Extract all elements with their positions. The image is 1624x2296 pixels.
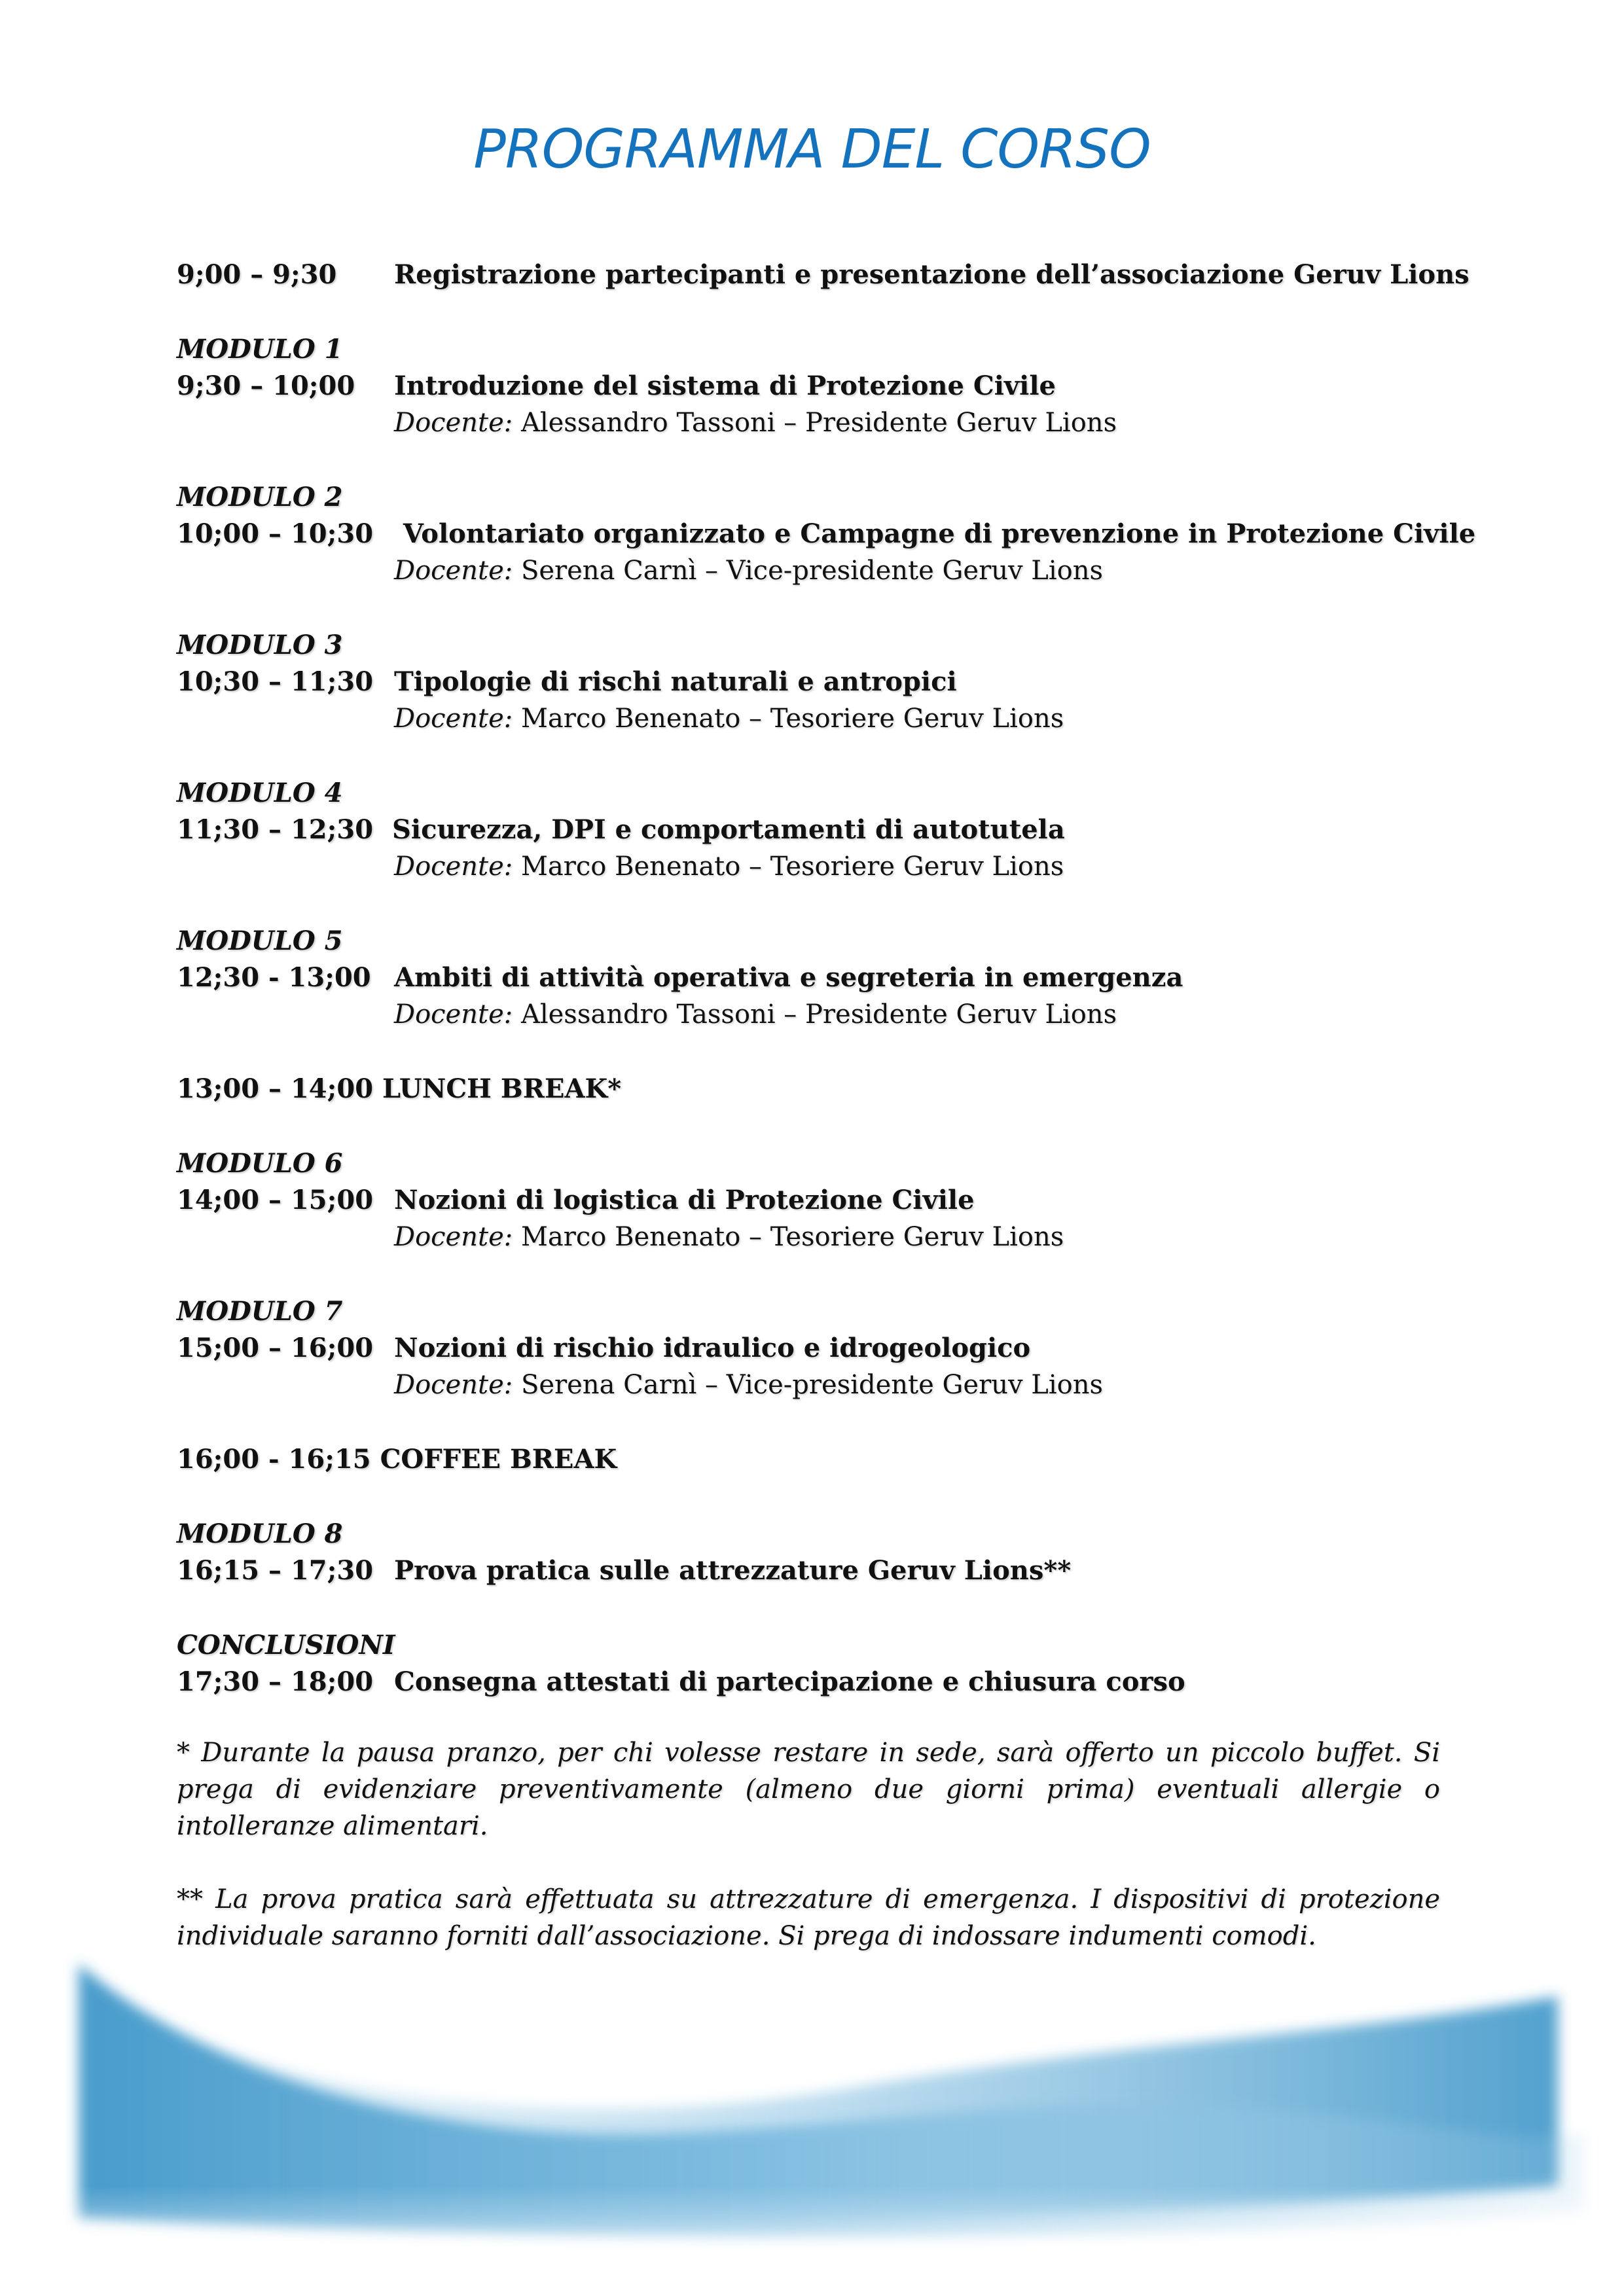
coffee-break [177, 1441, 1440, 1478]
module-label: MODULO 6 [177, 1148, 343, 1179]
page-title: PROGRAMMA DEL CORSO [473, 118, 1151, 181]
teacher-label: Docente: [394, 704, 513, 734]
module-4 [177, 775, 1440, 885]
module-6 [177, 1145, 1440, 1255]
teacher-label: Docente: [394, 556, 513, 586]
module-time: 11;30 – 12;30 [177, 814, 374, 845]
registration-text: Registrazione partecipanti e presentazione dell’associazione Geruv Lions [394, 259, 1470, 290]
teacher-name: Marco Benenato – Tesoriere Geruv Lions [520, 1222, 1064, 1252]
registration-block [177, 257, 1470, 293]
footnote-lunch: * Durante la pausa pranzo, per chi volesse restare in sede, sarà offerto un piccolo buffet. Si prega di evidenziare preventivamente (almeno due giorni prima) eventuali allergie o intolleranze alimentari. [177, 1738, 1440, 1841]
conclusion-time: 17;30 – 18;00 [177, 1666, 374, 1697]
module-teacher [177, 1219, 1440, 1255]
module-teacher [177, 404, 1440, 441]
conclusion-label: CONCLUSIONI [177, 1630, 395, 1660]
lunch-break [177, 1071, 1440, 1107]
teacher-name: Marco Benenato – Tesoriere Geruv Lions [520, 704, 1064, 734]
module-title: Tipologie di rischi naturali e antropici [394, 666, 957, 697]
module-title: Prova pratica sulle attrezzature Geruv Lions** [394, 1555, 1072, 1586]
module-time: 15;00 – 16;00 [177, 1333, 374, 1363]
teacher-name: Alessandro Tassoni – Presidente Geruv Lions [520, 999, 1117, 1030]
wave-decoration [0, 1937, 1624, 2296]
coffee-break-text: 16;00 - 16;15 COFFEE BREAK [177, 1444, 617, 1475]
module-label: MODULO 3 [177, 630, 343, 660]
module-time: 12;30 - 13;00 [177, 962, 371, 993]
teacher-name: Alessandro Tassoni – Presidente Geruv Lions [520, 408, 1117, 438]
module-time: 9;30 – 10;00 [177, 370, 355, 401]
module-time: 10;30 – 11;30 [177, 666, 374, 697]
lunch-break-text: 13;00 – 14;00 LUNCH BREAK* [177, 1073, 622, 1104]
module-teacher [177, 552, 1440, 589]
module-label: MODULO 2 [177, 482, 343, 512]
module-title: Introduzione del sistema di Protezione Civile [394, 370, 1056, 401]
teacher-label: Docente: [394, 1370, 513, 1400]
module-title: Volontariato organizzato e Campagne di prevenzione in Protezione Civile [394, 518, 1476, 549]
module-teacher [177, 1367, 1440, 1403]
schedule [177, 257, 1476, 1738]
registration-time: 9;00 – 9;30 [177, 259, 337, 290]
module-title: Sicurezza, DPI e comportamenti di autotutela [392, 814, 1065, 845]
module-time: 14;00 – 15;00 [177, 1185, 374, 1215]
module-label: MODULO 7 [177, 1296, 343, 1327]
module-7 [177, 1293, 1440, 1403]
module-teacher [177, 848, 1440, 885]
module-time: 16;15 – 17;30 [177, 1555, 374, 1586]
module-title: Nozioni di rischio idraulico e idrogeologico [394, 1333, 1031, 1363]
teacher-label: Docente: [394, 999, 513, 1030]
module-8 [177, 1516, 1440, 1589]
teacher-label: Docente: [394, 408, 513, 438]
module-teacher [177, 700, 1440, 737]
module-label: MODULO 4 [177, 778, 343, 808]
footnote-practice: ** La prova pratica sarà effettuata su attrezzature di emergenza. I dispositivi di protezione individuale saranno forniti dall’associazione. Si prega di indossare indumenti comodi. [177, 1884, 1440, 1951]
teacher-name: Serena Carnì – Vice-presidente Geruv Lions [520, 1370, 1104, 1400]
teacher-label: Docente: [394, 852, 513, 882]
module-title: Ambiti di attività operativa e segreteria in emergenza [394, 962, 1183, 993]
module-label: MODULO 5 [177, 925, 343, 956]
conclusion [177, 1627, 1440, 1700]
module-2 [177, 479, 1476, 589]
module-title: Nozioni di logistica di Protezione Civile [394, 1185, 975, 1215]
module-teacher [177, 996, 1440, 1033]
module-3 [177, 627, 1440, 737]
module-label: MODULO 1 [177, 334, 343, 365]
conclusion-title: Consegna attestati di partecipazione e chiusura corso [394, 1666, 1185, 1697]
module-5 [177, 923, 1440, 1033]
module-time: 10;00 – 10;30 [177, 518, 374, 549]
teacher-name: Marco Benenato – Tesoriere Geruv Lions [520, 852, 1064, 882]
teacher-label: Docente: [394, 1222, 513, 1252]
module-1 [177, 331, 1440, 441]
teacher-name: Serena Carnì – Vice-presidente Geruv Lions [520, 556, 1104, 586]
module-label: MODULO 8 [177, 1518, 343, 1549]
